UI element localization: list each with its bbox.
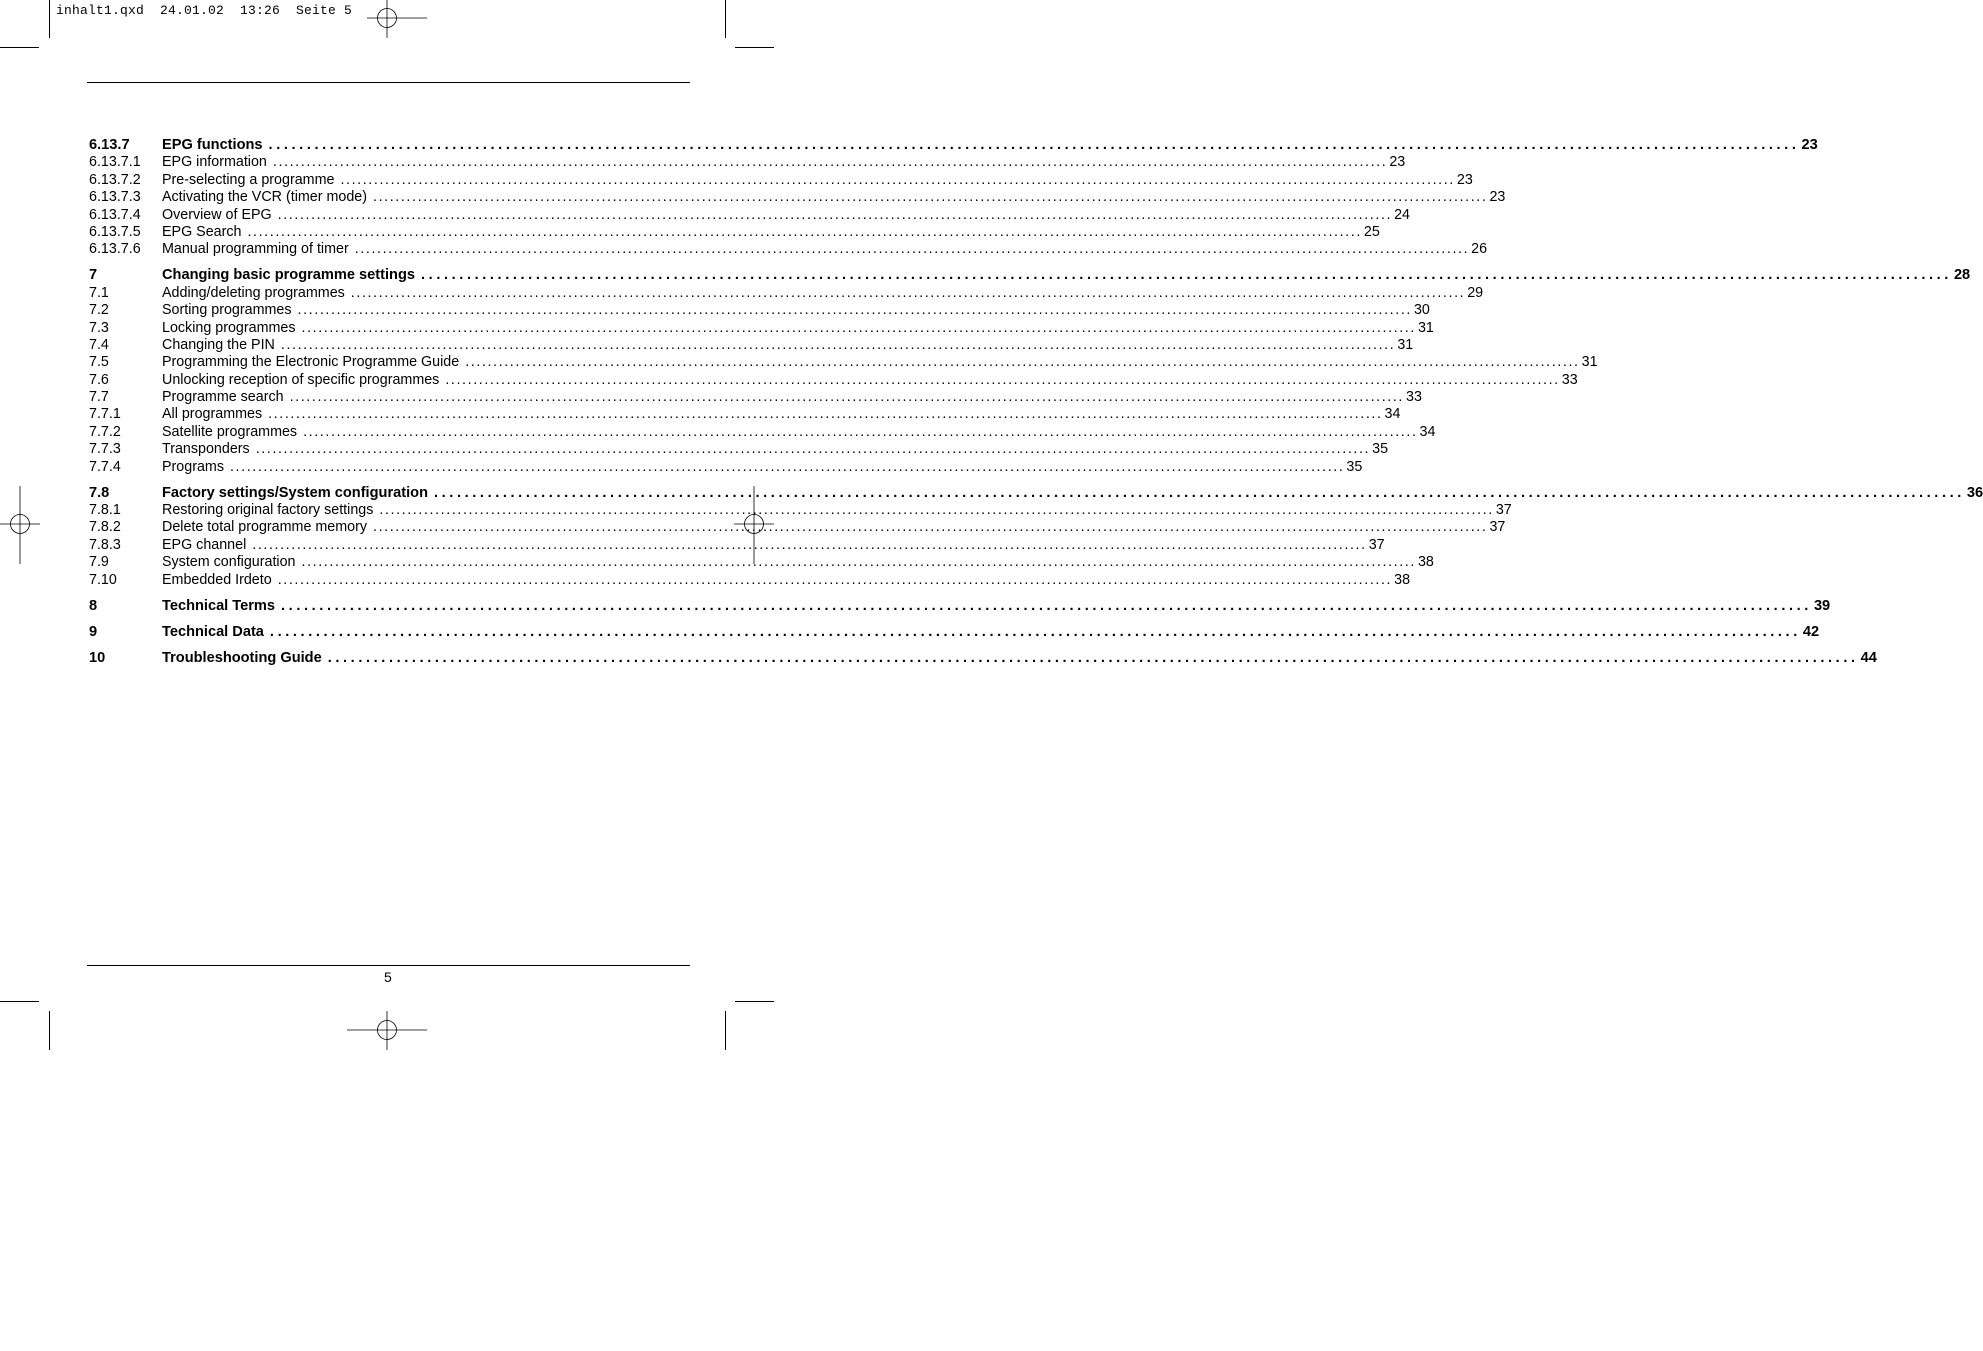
toc-entry-title: Technical Data	[162, 623, 264, 640]
toc-entry-page: 37	[1368, 536, 1385, 553]
toc-entry-page: 23	[1456, 171, 1473, 188]
page-number: 5	[384, 969, 392, 985]
toc-entry-number: 7.8.1	[89, 502, 121, 518]
toc-entry-page: 34	[1384, 406, 1401, 423]
toc-chapter-entry	[89, 623, 1820, 641]
section-gap	[89, 476, 571, 485]
toc-entry-number: 7.10	[89, 571, 117, 588]
toc-entry-title: Pre-selecting a programme	[162, 171, 335, 188]
toc-entry-page: 26	[1471, 241, 1488, 258]
toc-entry-page: 35	[1346, 458, 1363, 475]
toc-leader-dots: ........................................................................................................................................................................................................	[255, 441, 1371, 458]
toc-entry	[89, 554, 1434, 571]
toc-entry-page: 30	[1413, 302, 1430, 319]
toc-entry-number: 7.3	[89, 319, 109, 336]
crop-mark-top-right-vertical	[725, 0, 726, 38]
toc-entry	[89, 223, 1380, 241]
toc-entry-title: Transponders	[162, 441, 250, 458]
toc-entry-title: Locking programmes	[162, 319, 296, 336]
toc-entry-number: 7.9	[89, 554, 109, 571]
toc-chapter-entry	[89, 597, 1831, 615]
toc-entry	[89, 519, 1506, 536]
toc-entry-title: Technical Terms	[162, 597, 276, 614]
toc-entry-page: 28	[1953, 267, 1971, 284]
crop-mark-bottom-right-horizontal	[735, 1001, 774, 1002]
header-rule	[87, 82, 690, 83]
toc-leader-dots: ........................................................................................................................................................................................................	[465, 354, 1580, 371]
toc-leader-dots: ........................................................................................................................................................................................................	[277, 571, 1393, 588]
toc-entry	[89, 371, 1578, 389]
toc-entry-page: 36	[1966, 484, 1983, 501]
toc-entry-title: EPG functions	[162, 137, 263, 153]
registration-mark-top-icon	[367, 0, 407, 40]
toc-entry	[89, 284, 1484, 302]
toc-entry-number: 7	[89, 267, 98, 284]
toc-leader-dots: ........................................................................................................................................................................................................	[354, 241, 1470, 258]
toc-entry-page: 29	[1467, 284, 1484, 301]
toc-entry-page: 23	[1389, 154, 1406, 171]
toc-entry	[89, 241, 1488, 258]
toc-entry-title: Overview of EPG	[162, 206, 272, 223]
toc-entry-page: 38	[1394, 571, 1411, 588]
toc-entry	[89, 406, 1401, 423]
toc-entry-number: 7.8.2	[89, 519, 121, 536]
toc-leader-dots: ........................................................................................................................................................................................................	[289, 389, 1405, 406]
toc-entry-number: 7.8.3	[89, 536, 121, 553]
toc-entry-title: Manual programming of timer	[162, 241, 349, 258]
toc-entry-title: Activating the VCR (timer mode)	[162, 189, 367, 206]
toc-leader-dots: ........................................................................................................................................................................................................	[272, 154, 1388, 171]
toc-entry-number: 6.13.7.5	[89, 223, 141, 240]
toc-entry-number: 6.13.7.2	[89, 171, 141, 188]
crop-mark-bottom-left-horizontal	[0, 1001, 39, 1002]
toc-entry-title: Embedded Irdeto	[162, 571, 272, 588]
toc-entry-page: 23	[1489, 189, 1506, 206]
toc-entry-page: 25	[1363, 223, 1380, 240]
toc-entry-title: All programmes	[162, 406, 263, 423]
toc-entry-number: 7.2	[89, 302, 109, 319]
toc-entry-number: 7.7.1	[89, 406, 121, 423]
registration-mark-left-icon	[0, 486, 40, 526]
toc-entry	[89, 336, 1414, 354]
toc-entry-title: System configuration	[162, 554, 296, 571]
toc-entry-number: 7.7.3	[89, 441, 121, 458]
toc-leader-dots: ........................................................................................................................................................................................................	[229, 458, 1345, 475]
toc-entry-page: 33	[1561, 371, 1578, 388]
toc-entry-title: Changing the PIN	[162, 336, 275, 353]
section-gap	[89, 641, 571, 650]
toc-entry-number: 7.7.4	[89, 458, 121, 475]
toc-leader-dots: ........................................................................................................................................................................................................	[269, 623, 1801, 640]
toc-leader-dots: ........................................................................................................................................................................................................	[268, 406, 1383, 423]
toc-entry-title: EPG channel	[162, 536, 247, 553]
toc-chapter-entry	[89, 649, 1877, 667]
toc-entry-number: 6.13.7.6	[89, 241, 141, 258]
toc-entry-title: Satellite programmes	[162, 423, 298, 440]
toc-entry-title: Troubleshooting Guide	[162, 649, 322, 666]
section-gap	[89, 259, 571, 268]
toc-entry-number: 6.13.7.4	[89, 206, 141, 223]
toc-entry	[89, 189, 1506, 206]
toc-leader-dots: ........................................................................................................................................................................................................	[379, 502, 1494, 518]
toc-leader-dots: ........................................................................................................................................................................................................	[373, 519, 1488, 536]
toc-entry-page: 34	[1419, 423, 1436, 440]
toc-entry-title: Programs	[162, 458, 224, 475]
toc-leader-dots: ........................................................................................................................................................................................................	[301, 319, 1416, 336]
toc-entry	[89, 571, 1411, 589]
toc-entry-page: 37	[1495, 502, 1512, 518]
toc-leader-dots: ........................................................................................................................................................................................................	[280, 336, 1396, 353]
toc-entry-number: 7.7.2	[89, 423, 121, 440]
toc-entry-title: Changing basic programme settings	[162, 267, 416, 284]
toc-entry	[89, 423, 1436, 441]
crop-mark-top-right-horizontal	[735, 47, 774, 48]
toc-entry-title: Factory settings/System configuration	[162, 484, 428, 501]
toc-entry-number: 7.6	[89, 371, 109, 388]
toc-entry-title: Adding/deleting programmes	[162, 284, 345, 301]
toc-entry-page: 39	[1813, 597, 1831, 614]
toc-leader-dots: ........................................................................................................................................................................................................	[445, 371, 1560, 388]
toc-leader-dots: ........................................................................................................................................................................................................	[252, 536, 1367, 553]
crop-mark-top-left-horizontal	[0, 47, 39, 48]
toc-leader-dots: ........................................................................................................................................................................................................	[281, 597, 1812, 614]
toc-entry-page: 42	[1802, 623, 1820, 640]
toc-leader-dots: ........................................................................................................................................................................................................	[247, 223, 1362, 240]
toc-leader-dots: ........................................................................................................................................................................................................	[350, 284, 1466, 301]
print-slug: inhalt1.qxd 24.01.02 13:26 Seite 5	[56, 3, 353, 18]
toc-chapter-entry	[89, 137, 1818, 154]
crop-mark-bottom-right-vertical	[725, 1011, 726, 1050]
toc-entry-page: 37	[1489, 519, 1506, 536]
toc-chapter-entry	[89, 267, 1971, 284]
toc-entry	[89, 302, 1430, 319]
section-gap	[89, 589, 571, 598]
toc-entry	[89, 458, 1363, 476]
toc-leader-dots: ........................................................................................................................................................................................................	[421, 267, 1952, 284]
toc-entry-title: Restoring original factory settings	[162, 502, 374, 518]
toc-leader-dots: ........................................................................................................................................................................................................	[268, 137, 1800, 153]
toc-entry-title: Programming the Electronic Programme Guide	[162, 354, 460, 371]
toc-leader-dots: ........................................................................................................................................................................................................	[433, 484, 1965, 501]
toc-entry-title: Delete total programme memory	[162, 519, 367, 536]
toc-entry-number: 6.13.7	[89, 137, 130, 153]
toc-entry-page: 33	[1406, 389, 1422, 406]
toc-entry	[89, 536, 1385, 554]
toc-entry-number: 7.4	[89, 336, 109, 353]
toc-entry-page: 31	[1581, 354, 1598, 371]
toc-entry	[89, 389, 1422, 406]
toc-entry-number: 7.8	[89, 484, 110, 501]
toc-entry-title: EPG information	[162, 154, 267, 171]
toc-leader-dots: ........................................................................................................................................................................................................	[277, 206, 1393, 223]
toc-entry-page: 35	[1372, 441, 1389, 458]
toc-entry-page: 38	[1417, 554, 1434, 571]
toc-entry	[89, 319, 1434, 337]
registration-mark-bottom-icon	[347, 1011, 387, 1051]
toc-entry-number: 6.13.7.1	[89, 154, 141, 171]
toc-entry-page: 44	[1860, 649, 1877, 666]
toc-leader-dots: ........................................................................................................................................................................................................	[297, 302, 1412, 319]
toc-entry	[89, 154, 1406, 171]
toc-entry-number: 7.1	[89, 284, 109, 301]
toc-leader-dots: ........................................................................................................................................................................................................	[303, 423, 1418, 440]
toc-leader-dots: ........................................................................................................................................................................................................	[301, 554, 1416, 571]
toc-leader-dots: ........................................................................................................................................................................................................	[340, 171, 1455, 188]
toc-entry-title: Programme search	[162, 389, 284, 406]
toc-entry	[89, 206, 1410, 224]
toc-entry-number: 7.7	[89, 389, 109, 406]
toc-entry-page: 31	[1417, 319, 1434, 336]
toc-entry-number: 8	[89, 597, 98, 614]
toc-leader-dots: ........................................................................................................................................................................................................	[327, 649, 1859, 666]
toc-entry-page: 31	[1397, 336, 1414, 353]
toc-entry-title: Sorting programmes	[162, 302, 292, 319]
toc-entry	[89, 502, 1512, 519]
toc-leader-dots: ........................................................................................................................................................................................................	[373, 189, 1488, 206]
crop-mark-bottom-left-vertical	[49, 1011, 50, 1050]
footer-rule	[87, 965, 690, 966]
toc-entry-number: 6.13.7.3	[89, 189, 141, 206]
section-gap	[89, 615, 571, 624]
toc-entry-title: Unlocking reception of specific programmes	[162, 371, 440, 388]
toc-entry-title: EPG Search	[162, 223, 242, 240]
toc-entry	[89, 171, 1473, 189]
toc-entry-page: 24	[1394, 206, 1410, 223]
toc-entry	[89, 354, 1598, 371]
toc-entry	[89, 441, 1389, 458]
crop-mark-top-left-vertical	[49, 0, 50, 38]
toc-entry-page: 23	[1801, 137, 1818, 153]
toc-entry-number: 9	[89, 623, 98, 640]
toc-entry-number: 7.5	[89, 354, 109, 371]
toc-entry-number: 10	[89, 649, 106, 666]
toc-chapter-entry	[89, 484, 1983, 502]
table-of-contents	[89, 137, 1983, 667]
